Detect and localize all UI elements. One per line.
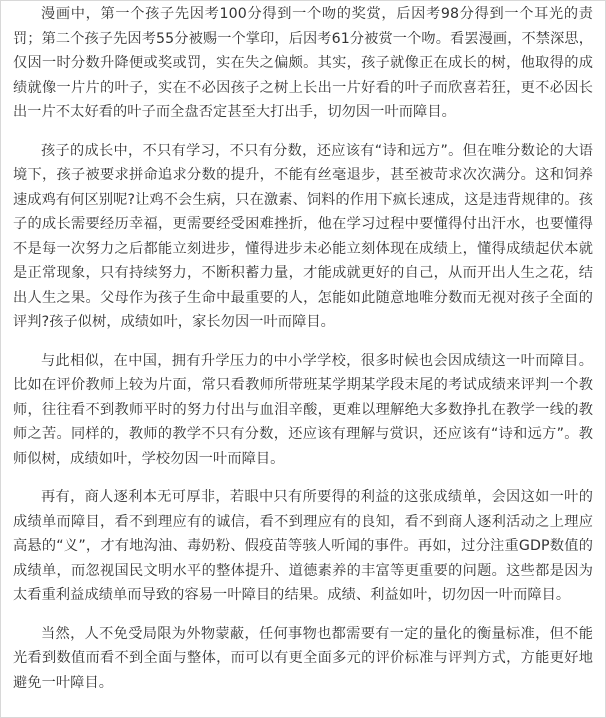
article-body [13,0,593,709]
paragraph-5: 当然，人不免受局限为外物蒙蔽，任何事物也都需要有一定的量化的衡量标准，但不能光看到数值而看不到全面与整体，而可以有更全面多元的评价标准与评判方式，方能更好地避免一叶障目。 [13,625,593,691]
paragraph-2: 孩子的成长中，不只有学习，不只有分数，还应该有“诗和远方”。但在唯分数论的大语境下，孩子被要求拼命追求分数的提升，不能有丝毫退步，甚至被苛求次次满分。这和饲养速成鸡有何区别呢?让鸡不会生病，只在激素、饲料的作用下疯长速成，这是违背规律的。孩子的成长需要经历幸福，更需要经受困难挫折，他在学习过程中要懂得付出汗水，也要懂得不是每一次努力之后都能立刻进步，懂得进步未必能立刻体现在成绩上，懂得成绩起伏本就是正常现象，只有持续努力，不断积蓄力量，才能成就更好的自己，从而开出人生之花，结出人生之果。父母作为孩子生命中最重要的人，怎能如此随意地唯分数而无视对孩子全面的评判?孩子似树，成绩如叶，家长勿因一叶而障目。 [13,142,593,330]
paragraph-3: 与此相似，在中国，拥有升学压力的中小学学校，很多时候也会因成绩这一叶而障目。比如在评价教师上较为片面，常只看教师所带班某学期某学段末尾的考试成绩来评判一个教师，往往看不到教师平时的努力付出与血泪辛酸，更难以理解绝大多数挣扎在教学一线的教师之苦。同样的，教师的教学不只有分数，还应该有理解与赏识，还应该有“诗和远方”。教师似树，成绩如叶，学校勿因一叶而障目。 [13,352,593,467]
paragraph-4: 再有，商人逐利本无可厚非，若眼中只有所要得的利益的这张成绩单，会因这如一叶的成绩单而障目，看不到理应有的诚信，看不到理应有的良知，看不到商人逐利活动之上理应高悬的“义”，才有地沟油、毒奶粉、假疫苗等骇人听闻的事件。再如，过分注重GDP数值的成绩单，而忽视国民文明水平的整体提升、道德素养的丰富等更重要的问题。这些都是因为太看重利益成绩单而导致的容易一叶障目的结果。成绩、利益如叶，切勿因一叶而障目。 [13,489,593,603]
paragraph-1: 漫画中，第一个孩子先因考100分得到一个吻的奖赏，后因考98分得到一个耳光的责罚；第二个孩子先因考55分被赐一个掌印，后因考61分被赏一个吻。看罢漫画，不禁深思，仅因一时分数升降便或奖或罚，实在失之偏颇。其实，孩子就像正在成长的树，他取得的成绩就像一片片的叶子，实在不必因孩子之树上长出一片好看的叶子而欣喜若狂，更不必因长出一片不太好看的叶子而全盘否定甚至大打出手，切勿因一叶而障目。 [13,6,593,120]
